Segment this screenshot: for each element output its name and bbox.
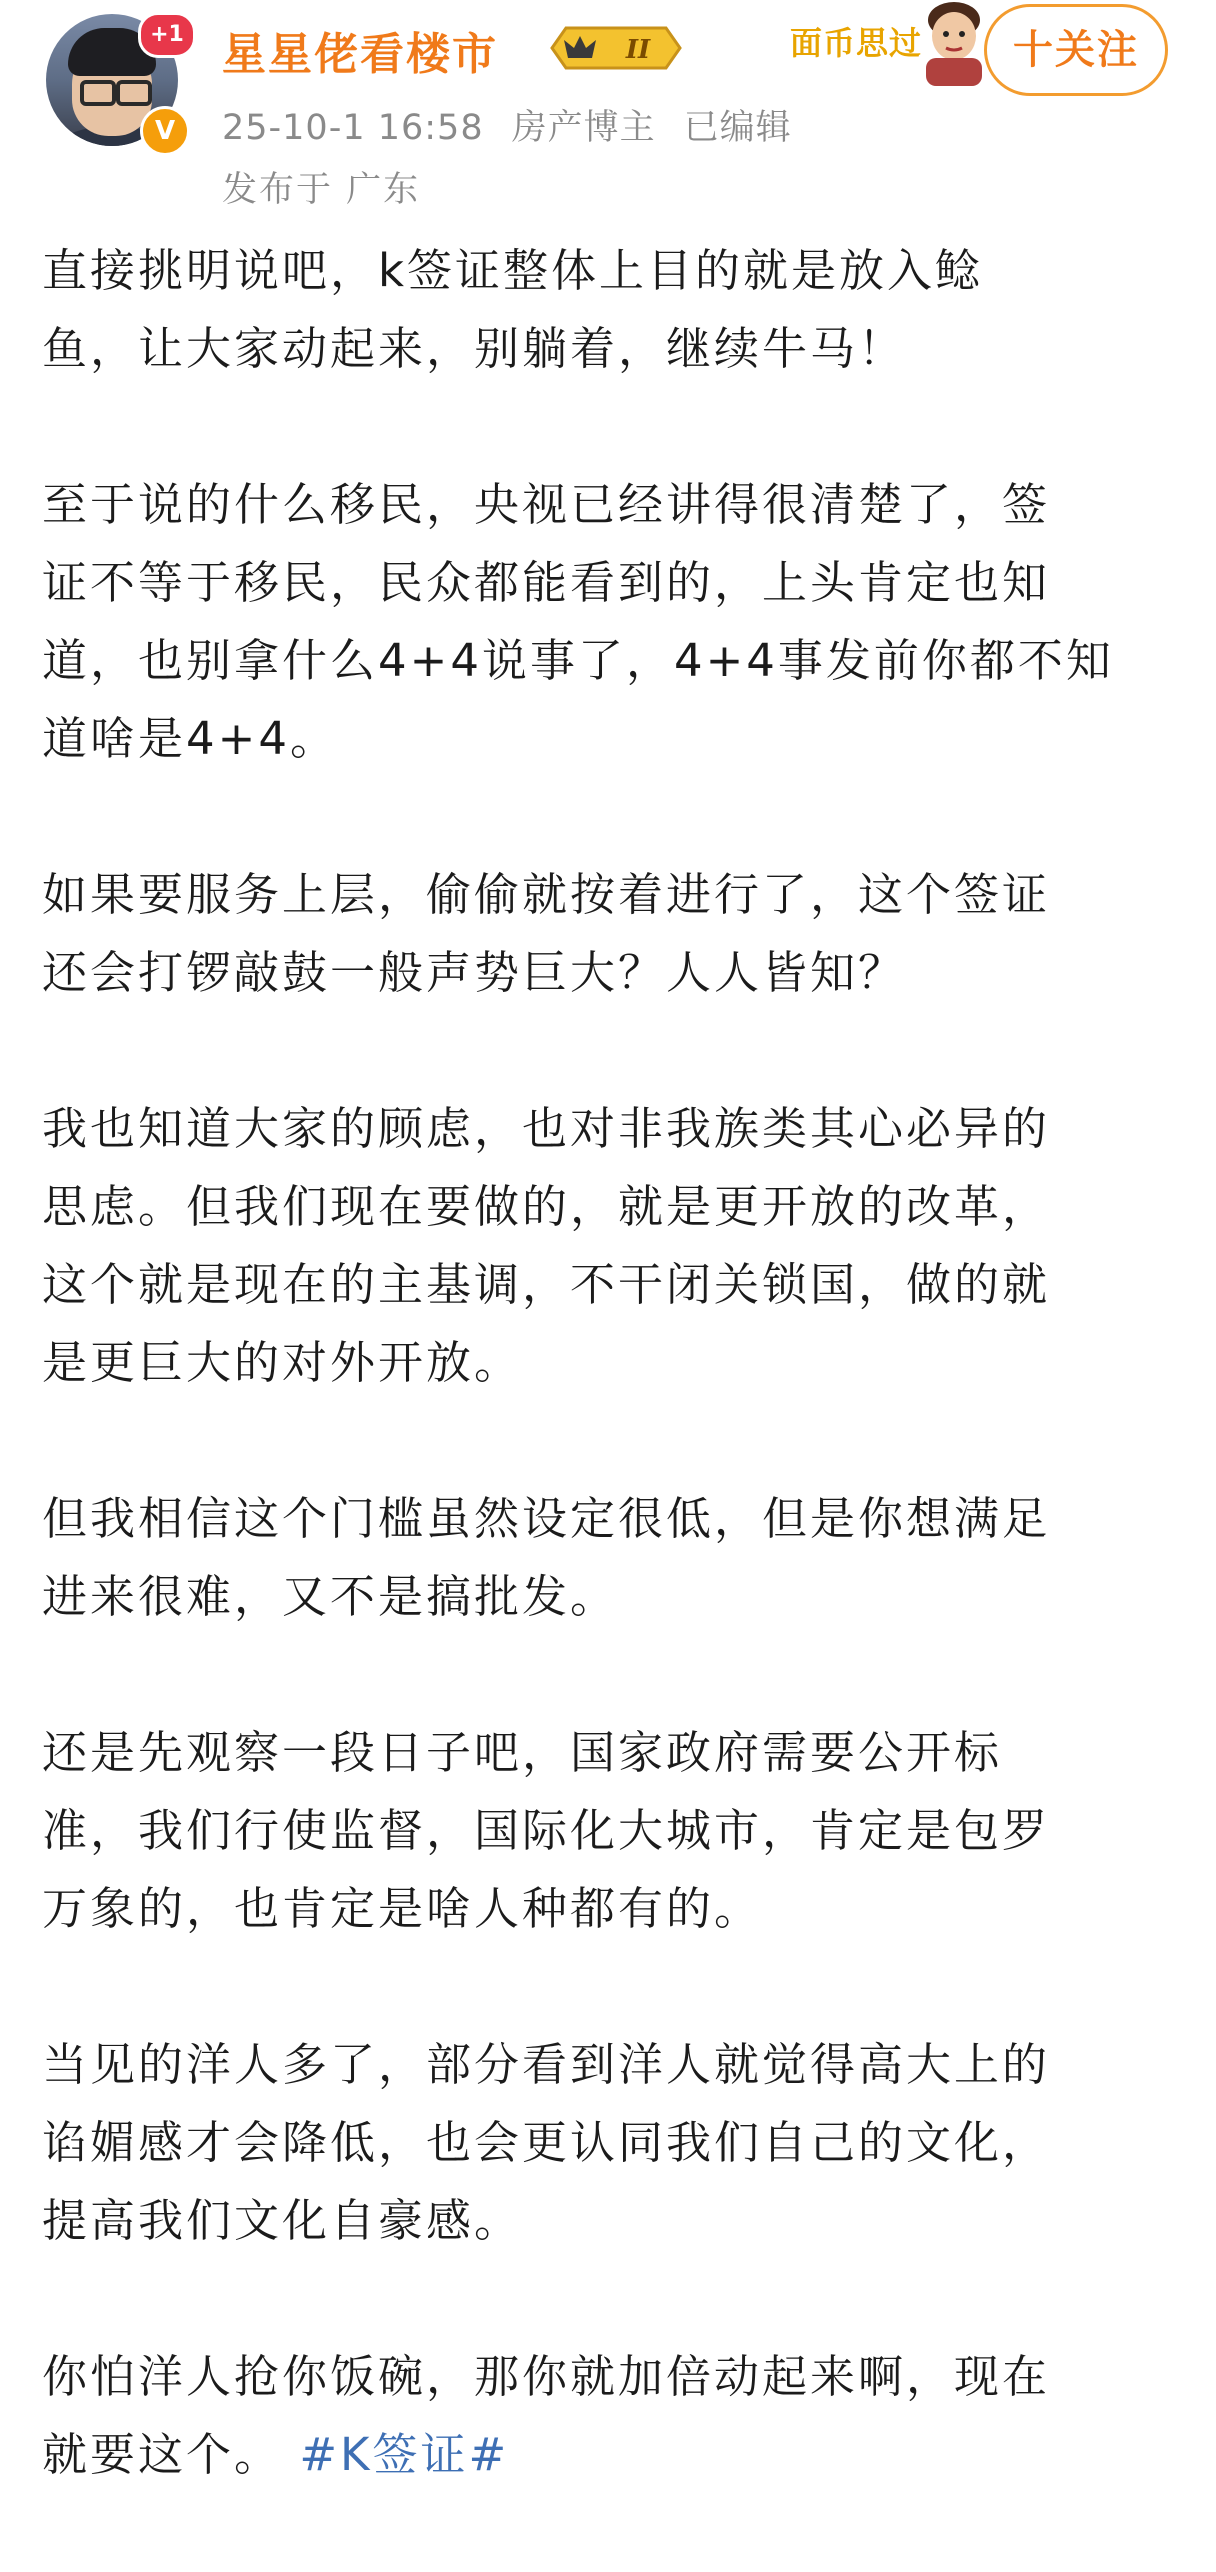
post-location: 发布于 广东 (222, 170, 421, 210)
post-header (0, 0, 1216, 220)
avatar-glasses-left (80, 80, 116, 106)
post-paragraph: 当见的洋人多了，部分看到洋人就觉得高大上的 谄媚感才会降低，也会更认同我们自己的文化， 提高我们文化自豪感。 (42, 2038, 1051, 2247)
verified-icon: V (140, 106, 190, 156)
post-paragraph-text: 你怕洋人抢你饭碗，那你就加倍动起来啊，现在 就要这个。 (42, 2350, 1051, 2481)
post-content (42, 232, 1182, 2572)
author-role: 房产博主 (511, 108, 656, 148)
post-meta (222, 100, 820, 150)
post-paragraph: 但我相信这个门槛虽然设定很低，但是你想满足 进来很难，又不是搞批发。 (42, 1492, 1051, 1623)
level-crown-icon (550, 24, 682, 72)
post-paragraph-last (42, 2338, 1182, 2494)
username[interactable]: 星星佬看楼市 (222, 29, 498, 80)
promo-banner[interactable]: 面币思过 (790, 24, 923, 62)
notification-badge: +1 (138, 12, 196, 58)
post-paragraph: 如果要服务上层，偷偷就按着进行了，这个签证 还会打锣敲鼓一般声势巨大？人人皆知？ (42, 868, 1051, 999)
post-paragraph: 我也知道大家的顾虑，也对非我族类其心必异的 思虑。但我们现在要做的，就是更开放的改革， 这个就是现在的主基调，不干闭关锁国，做的就 是更巨大的对外开放。 (42, 1102, 1051, 1389)
edited-label: 已编辑 (683, 108, 792, 148)
post-paragraph: 还是先观察一段日子吧，国家政府需要公开标 准，我们行使监督，国际化大城市，肯定是包罗 万象的，也肯定是啥人种都有的。 (42, 1726, 1051, 1935)
post-date: 25-10-1 16:58 (222, 108, 484, 148)
hashtag-link[interactable]: #K签证# (299, 2428, 510, 2481)
avatar-glasses-right (116, 80, 152, 106)
follow-button[interactable]: 十关注 (984, 4, 1168, 96)
post-paragraph: 直接挑明说吧，k签证整体上目的就是放入鲶 鱼，让大家动起来，别躺着，继续牛马！ (42, 244, 984, 375)
level-label: II (625, 35, 651, 65)
post-paragraph: 至于说的什么移民，央视已经讲得很清楚了，签 证不等于移民，民众都能看到的，上头肯定也知 道，也别拿什么4+4说事了，4+4事发前你都不知 道啥是4+4。 (42, 478, 1114, 765)
